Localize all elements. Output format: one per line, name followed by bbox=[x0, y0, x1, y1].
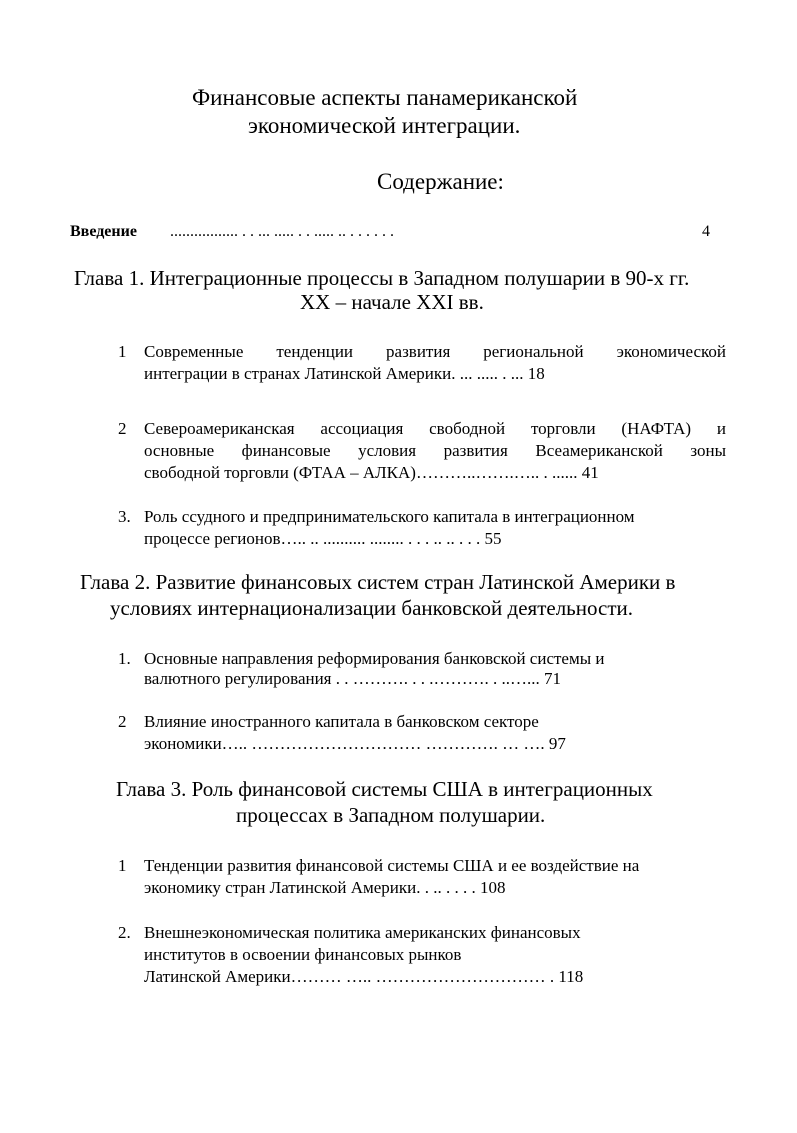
chapter-1-heading-line2: XX – начале XXI вв. bbox=[300, 290, 484, 314]
toc-intro-label: Введение bbox=[70, 223, 137, 240]
chapter-1-heading-line1: Глава 1. Интеграционные процессы в Западном полушарии в 90-х гг. bbox=[74, 266, 690, 290]
chapter-3-heading-line2: процессах в Западном полушарии. bbox=[236, 803, 546, 827]
section-number: 2 bbox=[118, 419, 127, 438]
section-number: 2. bbox=[118, 923, 131, 942]
chapter-2-heading-line2: условиях интернационализации банковской деятельности. bbox=[110, 596, 634, 620]
toc-intro-leader: ................. . . ... ..... . . ..... .. . . . . . . bbox=[170, 223, 394, 240]
section-line: Современные тенденции развития региональной экономической bbox=[144, 342, 726, 361]
section-line: интеграции в странах Латинской Америки. ... ..... . ... 18 bbox=[144, 364, 545, 383]
chapter-2-heading-line1: Глава 2. Развитие финансовых систем стран Латинской Америки в bbox=[80, 570, 676, 594]
section-line: Основные направления реформирования банковской системы и bbox=[144, 649, 605, 668]
section-line: свободной торговли (ФТАА – АЛКА)………..…….….. . ...... 41 bbox=[144, 463, 599, 482]
document-title-line2: экономической интеграции. bbox=[248, 113, 521, 138]
section-number: 2 bbox=[118, 712, 127, 731]
section-number: 3. bbox=[118, 507, 131, 526]
section-line: валютного регулирования . . ………. . . .………. . ..…... 71 bbox=[144, 669, 561, 688]
section-line: Североамериканская ассоциация свободной торговли (НАФТА) и bbox=[144, 419, 726, 438]
section-line: процессе регионов….. .. .......... ........ . . . .. .. . . . 55 bbox=[144, 529, 502, 548]
toc-intro-page: 4 bbox=[702, 223, 710, 240]
contents-heading: Содержание: bbox=[377, 169, 504, 194]
section-line: Роль ссудного и предпринимательского капитала в интеграционном bbox=[144, 507, 635, 526]
section-line: Тенденции развития финансовой системы США и ее воздействие на bbox=[144, 856, 640, 875]
section-number: 1 bbox=[118, 342, 127, 361]
section-number: 1. bbox=[118, 649, 131, 668]
section-line: Латинской Америки……… ….. ………………………… . 118 bbox=[144, 967, 584, 986]
document-title-line1: Финансовые аспекты панамериканской bbox=[192, 85, 578, 110]
section-line: институтов в освоении финансовых рынков bbox=[144, 945, 462, 964]
section-line: основные финансовые условия развития Всеамериканской зоны bbox=[144, 441, 726, 460]
section-number: 1 bbox=[118, 856, 127, 875]
chapter-3-heading-line1: Глава 3. Роль финансовой системы США в интеграционных bbox=[116, 777, 653, 801]
section-line: Влияние иностранного капитала в банковском секторе bbox=[144, 712, 539, 731]
section-line: экономики….. ………………………… …………. … …. 97 bbox=[144, 734, 566, 753]
section-line: Внешнеэкономическая политика американских финансовых bbox=[144, 923, 581, 942]
section-line: экономику стран Латинской Америки. . .. . . . . 108 bbox=[144, 878, 506, 897]
